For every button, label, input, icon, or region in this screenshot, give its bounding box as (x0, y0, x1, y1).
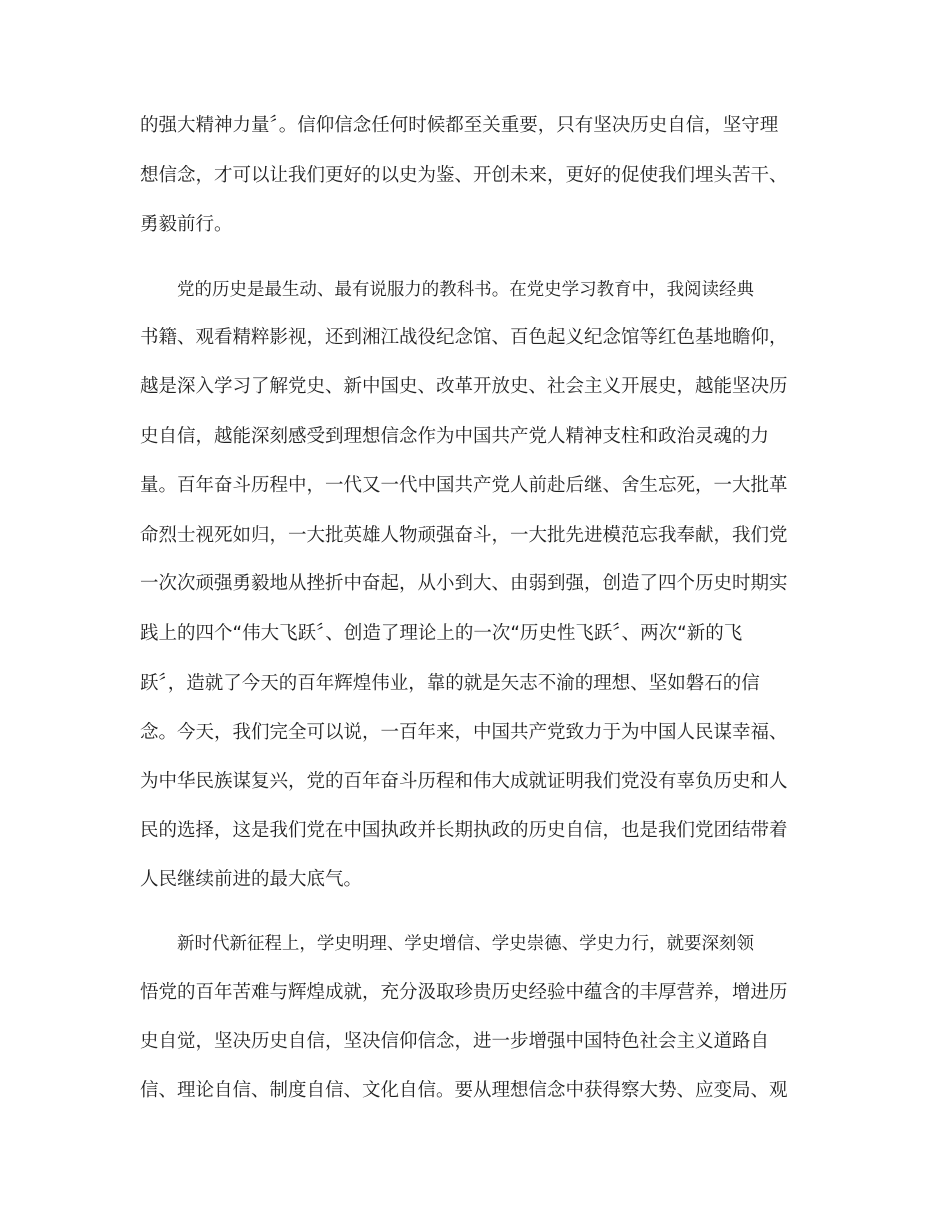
text-line: 念。今天，我们完全可以说，一百年来，中国共产党致力于为中国人民谋幸福、 (140, 722, 788, 743)
text-line: 命烈士视死如归，一大批英雄人物顽强奋斗，一大批先进模范忘我奉献，我们党 (140, 525, 788, 546)
text-line: 为中华民族谋复兴，党的百年奋斗历程和伟大成就证明我们党没有辜负历史和人 (140, 771, 788, 792)
text-line: 量。百年奋斗历程中，一代又一代中国共产党人前赴后继、舍生忘死，一大批革 (140, 475, 788, 496)
text-line: 悟党的百年苦难与辉煌成就，充分汲取珍贵历史经验中蕴含的丰厚营养，增进历 (140, 982, 788, 1003)
text-line: 史自信，越能深刻感受到理想信念作为中国共产党人精神支柱和政治灵魂的力 (140, 426, 770, 447)
text-line: 勇毅前行。 (140, 214, 233, 235)
text-line: 史自觉，坚决历史自信，坚决信仰信念，进一步增强中国特色社会主义道路自 (140, 1031, 770, 1052)
text-line: 跃〞，造就了今天的百年辉煌伟业，靠的就是矢志不渝的理想、坚如磐石的信 (140, 673, 760, 694)
text-line: 党的历史是最生动、最有说服力的教科书。在党史学习教育中，我阅读经典 (177, 280, 754, 300)
text-line: 书籍、观看精粹影视，还到湘江战役纪念馆、百色起义纪念馆等红色基地瞻仰， (140, 327, 788, 348)
text-line: 越是深入学习了解党史、新中国史、改革开放史、社会主义开展史，越能坚决历 (140, 376, 788, 397)
text-line: 一次次顽强勇毅地从挫折中奋起，从小到大、由弱到强，创造了四个历史时期实 (140, 573, 788, 594)
text-line: 信、理论自信、制度自信、文化自信。要从理想信念中获得察大势、应变局、观 (140, 1080, 788, 1101)
text-line: 人民继续前进的最大底气。 (140, 869, 363, 890)
text-line: 民的选择，这是我们党在中国执政并长期执政的历史自信，也是我们党团结带着 (140, 820, 788, 841)
text-line: 的强大精神力量〞。信仰信念任何时候都至关重要，只有坚决历史自信，坚守理 (140, 115, 779, 136)
text-line: 新时代新征程上，学史明理、学史增信、学史崇德、学史力行，就要深刻领 (177, 934, 754, 954)
text-line: 想信念，才可以让我们更好的以史为鉴、开创未来，更好的促使我们埋头苦干、 (140, 165, 788, 186)
text-line: 践上的四个“伟大飞跃〞、创造了理论上的一次“历史性飞跃〞、两次“新的飞 (140, 623, 743, 644)
